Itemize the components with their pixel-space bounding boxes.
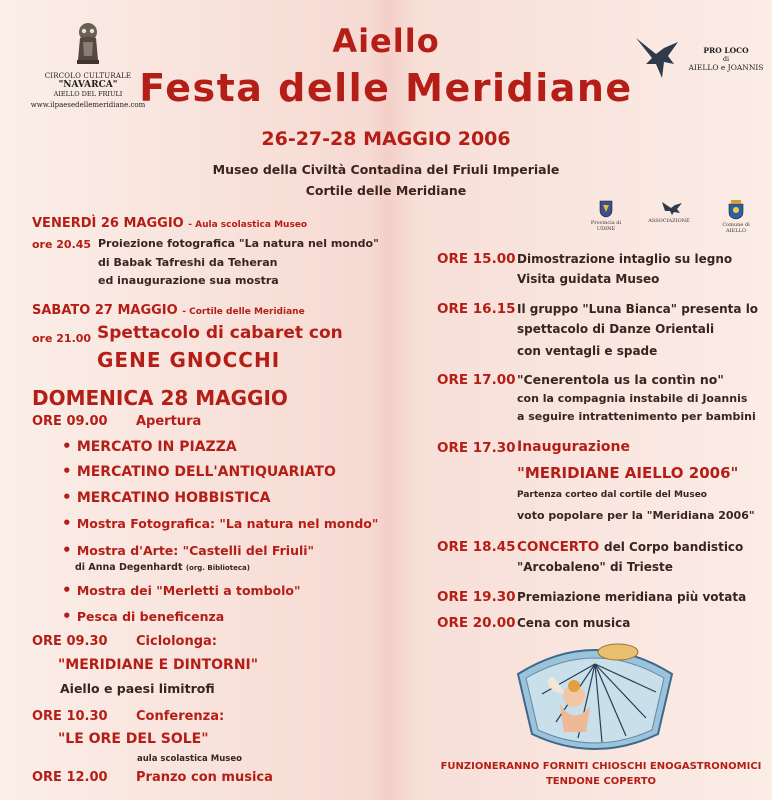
list-item-mostra-fotografica <box>62 514 378 532</box>
sponsor-name: UDINE <box>596 226 616 232</box>
sundial-illustration <box>512 634 678 758</box>
time-1615: ORE 16.15 <box>437 301 516 317</box>
event-1700-line1: "Cenerentola us la contìn no" <box>517 372 724 387</box>
pro-loco-di: di <box>722 55 730 63</box>
sponsor-comune-aiello <box>718 200 754 234</box>
time-1845: ORE 18.45 <box>437 539 516 555</box>
time-1930: ORE 19.30 <box>437 589 516 605</box>
circolo-name: "NAVARCA" <box>58 80 118 90</box>
venue-courtyard: Cortile delle Meridiane <box>305 183 467 198</box>
list-item-mercato <box>62 437 237 455</box>
sponsor-provincia-udine <box>588 200 624 232</box>
title-town: Aiello <box>332 22 440 60</box>
sponsor-label: Provincia di <box>590 220 622 226</box>
list-item-label: MERCATINO DELL'ANTIQUARIATO <box>76 464 336 480</box>
saturday-day: SABATO 27 MAGGIO <box>32 303 178 318</box>
event-1500-line2: Visita guidata Museo <box>517 272 660 286</box>
sunday-opening: Apertura <box>136 414 202 429</box>
friday-time: ore 20.45 <box>32 238 92 251</box>
event-1615-line3: con ventagli e spade <box>517 344 658 358</box>
venue-museum: Museo della Civiltà Contadina del Friuli Imperiale <box>212 162 560 177</box>
friday-line3: ed inaugurazione sua mostra <box>98 274 279 287</box>
list-item-label: Mostra dei "Merletti a tombolo" <box>76 583 301 598</box>
event-1845-line2: "Arcobaleno" di Trieste <box>517 560 673 574</box>
event-1615-line2: spettacolo di Danze Orientali <box>517 322 715 336</box>
event-1845-line1 <box>517 539 743 555</box>
list-item-mostra-arte <box>62 541 314 559</box>
ride-name: "MERIDIANE E DINTORNI" <box>58 657 259 673</box>
event-1730-line2: "MERIDIANE AIELLO 2006" <box>517 464 739 482</box>
list-item-pesca <box>62 607 224 625</box>
conference-place: aula scolastica Museo <box>137 754 242 764</box>
sponsor-label: Comune di <box>722 222 750 228</box>
page-title: Festa delle Meridiane <box>139 66 633 110</box>
circolo-town: AIELLO DEL FRIULI <box>53 90 123 98</box>
conference-label: Conferenza: <box>136 709 225 724</box>
sponsor-label: ASSOCIAZIONE <box>648 218 690 224</box>
sunday-time-0900: ORE 09.00 <box>32 414 108 429</box>
event-dates: 26-27-28 MAGGIO 2006 <box>261 128 511 150</box>
ride-subtitle: Aiello e paesi limitrofi <box>60 681 215 696</box>
event-1615-line1: Il gruppo "Luna Bianca" presenta lo <box>517 302 759 316</box>
time-1700: ORE 17.00 <box>437 372 516 388</box>
friday-line2: di Babak Tafreshi da Teheran <box>98 256 278 269</box>
saturday-heading <box>32 303 305 318</box>
sunday-time-1030: ORE 10.30 <box>32 709 108 724</box>
ride-label: Ciclolonga: <box>136 634 218 649</box>
mostra-arte-subtitle <box>75 562 250 573</box>
friday-line1: Proiezione fotografica "La natura nel mondo" <box>98 237 379 250</box>
list-item-label: MERCATINO HOBBISTICA <box>76 490 271 506</box>
mostra-arte-artist: di Anna Degenhardt <box>75 562 183 573</box>
saturday-line1: Spettacolo di cabaret con <box>97 323 343 343</box>
time-1500: ORE 15.00 <box>437 251 516 267</box>
list-item-label: Mostra Fotografica: "La natura nel mondo" <box>76 516 379 531</box>
footer-tent: TENDONE COPERTO <box>545 776 657 787</box>
event-1500-line1: Dimostrazione intaglio su legno <box>517 252 733 266</box>
shield-crest-icon <box>599 200 613 218</box>
pro-loco-label: PRO LOCO <box>703 46 749 55</box>
friday-place: - Aula scolastica Museo <box>188 220 308 230</box>
list-item-hobbistica <box>62 488 270 506</box>
sunday-time-1200: ORE 12.00 <box>32 770 108 785</box>
sunday-time-0930: ORE 09.30 <box>32 634 108 649</box>
sponsor-name: AIELLO <box>726 228 746 234</box>
time-1730: ORE 17.30 <box>437 440 516 456</box>
pro-loco-town: AIELLO e JOANNIS <box>688 63 764 72</box>
event-1700-line3: a seguire intrattenimento per bambini <box>517 410 756 423</box>
list-item-label: Mostra d'Arte: "Castelli del Friuli" <box>76 543 315 558</box>
concert-band: del Corpo bandistico <box>604 540 744 554</box>
event-1930: Premiazione meridiana più votata <box>517 590 747 604</box>
concert-label: CONCERTO <box>517 539 600 555</box>
list-item-label: MERCATO IN PIAZZA <box>76 439 237 455</box>
friday-heading <box>32 216 307 231</box>
bird-emblem-icon <box>661 200 683 216</box>
saturday-time: ore 21.00 <box>32 332 92 345</box>
circolo-label: CIRCOLO CULTURALE <box>44 72 132 80</box>
list-item-merletti <box>62 581 301 599</box>
sunday-heading: DOMENICA 28 MAGGIO <box>32 386 288 410</box>
saturday-headliner: GENE GNOCCHI <box>97 348 281 372</box>
list-item-label: Pesca di beneficenza <box>76 609 225 624</box>
saturday-place: - Cortile delle Meridiane <box>182 307 305 317</box>
website-link[interactable]: www.ilpaesedellemeridiane.com <box>30 101 146 109</box>
event-1730-line1: Inaugurazione <box>517 439 630 455</box>
event-2000: Cena con musica <box>517 616 631 630</box>
lunch-label: Pranzo con musica <box>136 770 273 785</box>
sponsor-associazione-pro-loco <box>642 200 702 224</box>
friday-day: VENERDÌ 26 MAGGIO <box>32 216 184 231</box>
list-item-antiquariato <box>62 462 336 480</box>
event-1700-line2: con la compagnia instabile di Joannis <box>517 392 748 405</box>
conference-name: "LE ORE DEL SOLE" <box>58 731 209 747</box>
coat-of-arms-icon <box>728 200 744 220</box>
mostra-arte-note: (org. Biblioteca) <box>185 564 250 572</box>
time-2000: ORE 20.00 <box>437 615 516 631</box>
event-1730-line3: Partenza corteo dal cortile del Museo <box>517 490 707 500</box>
event-1730-line4: voto popolare per la "Meridiana 2006" <box>517 509 755 522</box>
footer-kiosks: FUNZIONERANNO FORNITI CHIOSCHI ENOGASTRONOMICI <box>440 761 762 772</box>
